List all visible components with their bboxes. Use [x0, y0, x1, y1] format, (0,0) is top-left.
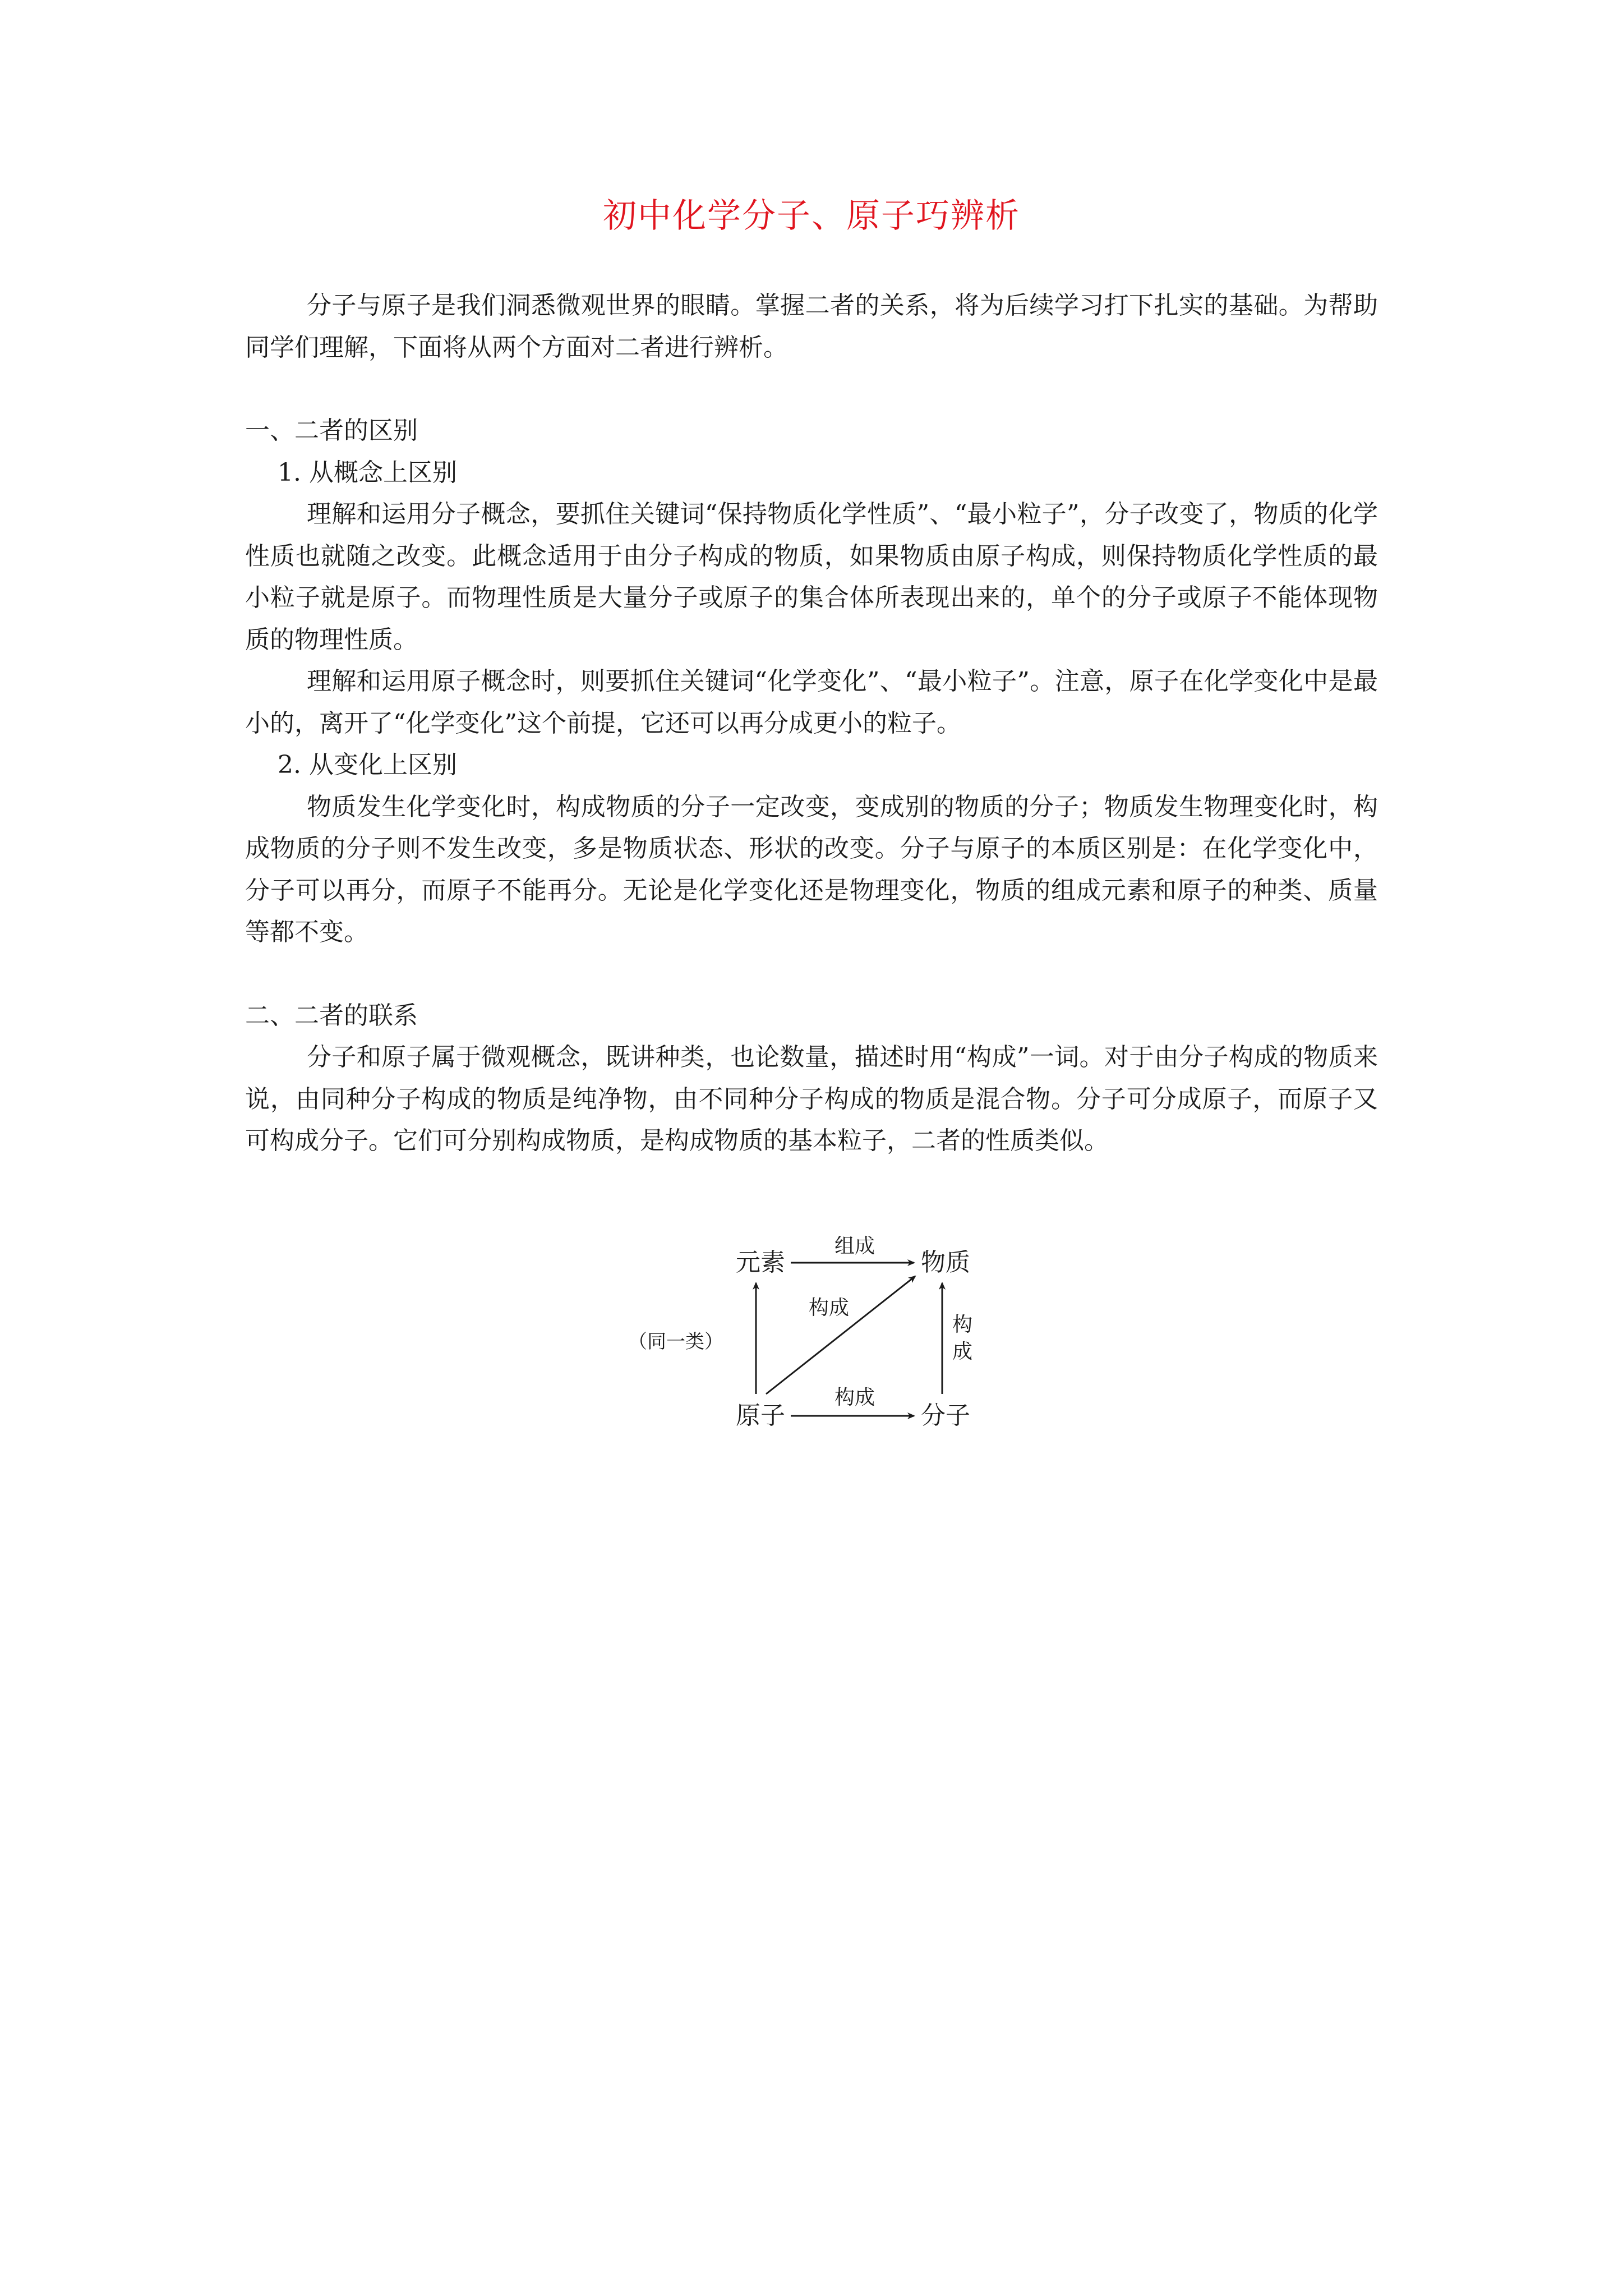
- change-paragraph: 物质发生化学变化时，构成物质的分子一定改变，变成别的物质的分子；物质发生物理变化时，构成物质的分子则不发生改变，多是物质状态、形状的改变。分子与原子的本质区别是：在化学变化中，分子可以再分，而原子不能再分。无论是化学变化还是物理变化，物质的组成元素和原子的种类、质量等都不变。: [245, 792, 1378, 946]
- spacer: [245, 954, 1378, 995]
- section-heading-relations: 二、二者的联系: [245, 1001, 418, 1030]
- node-atom: 原子: [736, 1401, 785, 1430]
- subsection-heading-concept: 1. 从概念上区别: [278, 458, 457, 487]
- relations-paragraph: 分子和原子属于微观概念，既讲种类，也论数量，描述时用“构成”一词。对于由分子构成的物质来说，由同种分子构成的物质是纯净物，由不同种分子构成的物质是混合物。分子可分成原子，而原子又可构成分子。它们可分别构成物质，是构成物质的基本粒子，二者的性质类似。: [245, 1043, 1378, 1155]
- document-title: 初中化学分子、原子巧辨析: [603, 196, 1020, 236]
- relationship-diagram: [628, 1226, 987, 1439]
- intro-paragraph: 分子与原子是我们洞悉微观世界的眼睛。掌握二者的关系，将为后续学习打下扎实的基础。为帮助同学们理解，下面将从两个方面对二者进行辨析。: [245, 291, 1378, 362]
- label-atom-to-matter: 构成: [809, 1296, 850, 1319]
- label-atom-to-element: （同一类）: [628, 1331, 723, 1353]
- section-heading-differences: 一、二者的区别: [245, 416, 418, 445]
- document-body: [245, 285, 1378, 1162]
- label-molecule-to-matter-char1: 构: [952, 1313, 973, 1336]
- concept-paragraph-molecule: 理解和运用分子概念，要抓住关键词“保持物质化学性质”、“最小粒子”，分子改变了，物质的化学性质也就随之改变。此概念适用于由分子构成的物质，如果物质由原子构成，则保持物质化学性质的最小粒子就是原子。而物理性质是大量分子或原子的集合体所表现出来的，单个的分子或原子不能体现物质的物理性质。: [245, 500, 1378, 654]
- spacer: [245, 369, 1378, 410]
- node-element: 元素: [736, 1248, 785, 1277]
- relationship-diagram-svg: [628, 1226, 987, 1439]
- concept-paragraph-atom: 理解和运用原子概念时，则要抓住关键词“化学变化”、“最小粒子”。注意，原子在化学变化中是最小的，离开了“化学变化”这个前提，它还可以再分成更小的粒子。: [245, 667, 1378, 738]
- label-element-to-matter: 组成: [834, 1235, 875, 1258]
- label-molecule-to-matter-char2: 成: [952, 1340, 973, 1363]
- node-matter: 物质: [921, 1248, 970, 1277]
- subsection-heading-change: 2. 从变化上区别: [278, 751, 457, 779]
- arrow-atom-to-matter: [766, 1276, 915, 1394]
- node-molecule: 分子: [921, 1401, 970, 1430]
- label-atom-to-molecule: 构成: [834, 1386, 875, 1409]
